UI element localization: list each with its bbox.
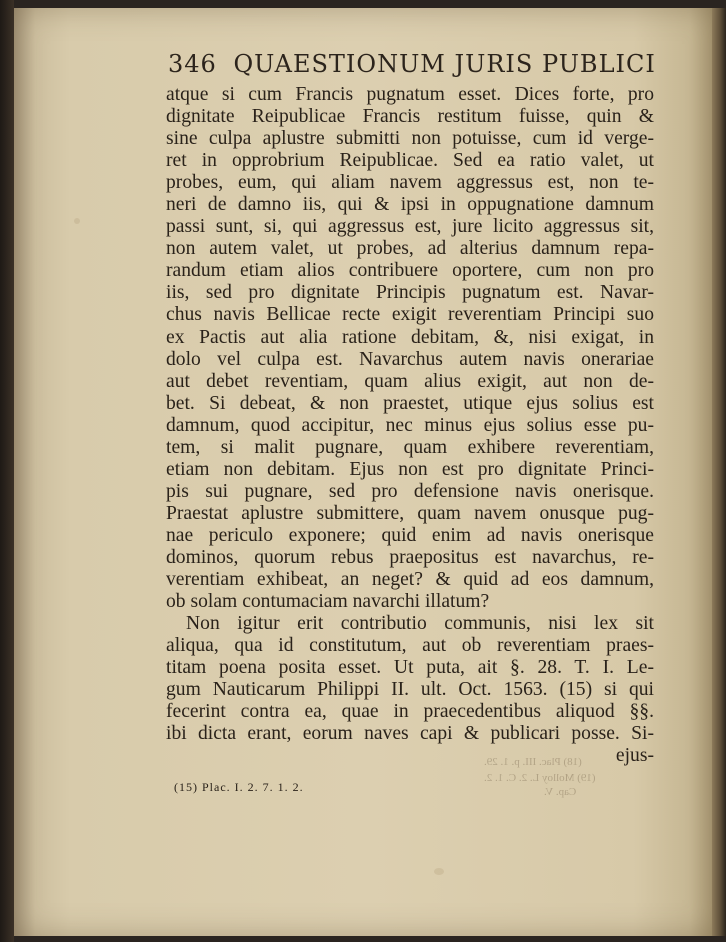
text-line: sine culpa aplustre submitti non potuisse, cum id verge- xyxy=(166,128,654,150)
text-line: Non igitur erit contributio communis, nisi lex sit xyxy=(186,613,654,635)
paper-stain xyxy=(74,218,80,224)
text-line: chus navis Bellicae recte exigit reverentiam Principi suo xyxy=(166,304,654,326)
text-line: aut debet reventiam, quam alius exigit, aut non de- xyxy=(166,370,654,392)
text-line: atque si cum Francis pugnatum esset. Dices forte, pro xyxy=(166,84,654,105)
page-number: 346 xyxy=(168,50,217,78)
running-title: QUAESTIONUM JURIS PUBLICI xyxy=(233,50,656,78)
running-header xyxy=(168,50,656,78)
text-line: fecerint contra ea, quae in praecedentibus aliquod §§. xyxy=(166,701,654,723)
text-line: passi sunt, si, qui aggressus est, jure licito aggressus sit, xyxy=(166,216,654,238)
text-line: dignitate Reipublicae Francis restitum fuisse, quin & xyxy=(166,106,654,128)
bleed-through-text: (19) Molloy L. 2. C. 1. 2. xyxy=(484,772,596,784)
text-line: probes, eum, qui aliam navem aggressus est, non te- xyxy=(166,172,654,194)
text-line: aliqua, qua id constitutum, aut ob reverentiam praes- xyxy=(166,635,654,657)
text-line: ret in opprobrium Reipublicae. Sed ea ratio valet, ut xyxy=(166,150,654,172)
text-line: bet. Si debeat, & non praestet, utique ejus solius est xyxy=(166,392,654,414)
text-line: dolo vel culpa est. Navarchus autem navis onerariae xyxy=(166,348,654,370)
text-line: iis, sed pro dignitate Principis pugnatum est. Navar- xyxy=(166,282,654,304)
text-line: ex Pactis aut alia ratione debitam, &, nisi exigat, in xyxy=(166,326,654,348)
footnote: (15) Plac. I. 2. 7. 1. 2. xyxy=(174,780,304,794)
main-text xyxy=(166,84,654,767)
text-line: Praestat aplustre submittere, quam navem onusque pug- xyxy=(166,502,654,524)
text-line: etiam non debitam. Ejus non est pro dignitate Princi- xyxy=(166,458,654,480)
catchword: ejus- xyxy=(615,745,654,767)
text-line: ob solam contumaciam navarchi illatum? xyxy=(166,591,490,613)
text-line: damnum, quod accipitur, nec minus ejus solius esse pu- xyxy=(166,414,654,436)
text-line: gum Nauticarum Philippi II. ult. Oct. 1563. (15) si qui xyxy=(166,679,654,701)
text-line: tem, si malit pugnare, quam exhibere reverentiam, xyxy=(166,436,654,458)
page-stack-edge xyxy=(712,8,726,936)
paper-stain xyxy=(434,868,444,875)
text-line: titam poena posita esset. Ut puta, ait §. 28. T. I. Le- xyxy=(166,657,654,679)
text-line: ibi dicta erant, eorum naves capi & publicari posse. Si- xyxy=(166,723,654,745)
text-line: non autem valet, ut probes, ad alterius damnum repa- xyxy=(166,238,654,260)
text-line: nae periculo exponere; quid enim ad navis onerisque xyxy=(166,524,654,546)
bleed-through-text: (18) Plac. III. p. 1. 29. xyxy=(484,756,582,768)
text-line: randum etiam alios contribuere oportere, cum non pro xyxy=(166,260,654,282)
binding-gutter xyxy=(0,0,14,942)
bleed-through-text: Cap. V. xyxy=(544,786,577,798)
text-line: dominos, quorum rebus praepositus est navarchus, re- xyxy=(166,546,654,568)
text-line: verentiam exhibeat, an neget? & quid ad eos damnum, xyxy=(166,569,654,591)
text-line: neri de damno iis, qui & ipsi in oppugnatione damnum xyxy=(166,194,654,216)
text-line: pis sui pugnare, sed pro defensione navis onerisque. xyxy=(166,480,654,502)
